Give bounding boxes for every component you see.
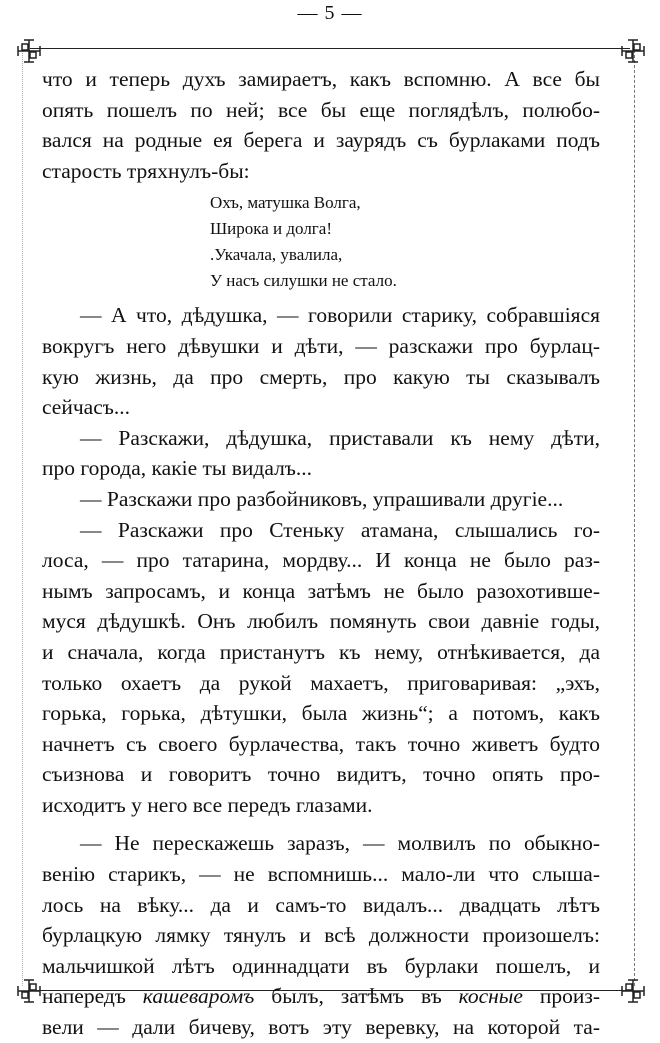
verse-line: Охъ, матушка Волга, (210, 193, 361, 213)
text-line: про города, какіе ты видалъ... (42, 456, 313, 481)
page-number: — 5 — (297, 2, 363, 24)
text-span: произ- (522, 984, 600, 1009)
corner-ornament-icon (618, 976, 648, 1006)
text-line: исходитъ у него все передъ глазами. (42, 792, 373, 817)
italic-term: косные (458, 984, 523, 1009)
text-line: мальчишкой лѣтъ одиннадцати въ бурлаки пошелъ, и (42, 953, 600, 978)
text-line: муся дѣдушкѣ. Онъ любилъ помянуть свои давніе годы, (42, 609, 600, 634)
corner-ornament-icon (14, 36, 44, 66)
verse-line: .Укачала, увалила, (210, 245, 343, 265)
text-line: опять пошелъ по ней; все бы еще поглядѣлъ, полюбо- (42, 97, 600, 122)
text-line: вели — дали бичеву, вотъ эту веревку, на которой та- (42, 1015, 600, 1040)
text-line: начнетъ съ своего бурлачества, такъ точно живетъ будто (42, 731, 600, 756)
text-line: и сначала, когда пристанутъ къ нему, отнѣкивается, да (42, 639, 600, 664)
text-line: — Не перескажешь заразъ, — молвилъ по обыкно- (80, 831, 600, 856)
frame-left-rule (22, 50, 23, 986)
page-body-text (42, 64, 600, 1043)
text-line: лоса, — про татарина, мордву... И конца не было раз- (42, 548, 600, 573)
verse-line: Широка и долга! (210, 219, 332, 239)
text-span: былъ, затѣмъ въ (254, 984, 459, 1009)
italic-term: кашеваромъ (142, 984, 255, 1009)
frame-top-rule (30, 48, 630, 49)
text-line: только охаетъ да рукой махаетъ, приговаривая: „эхъ, (42, 670, 600, 695)
verse-line: У насъ силушки не стало. (210, 271, 397, 291)
text-span: напередъ (42, 984, 143, 1009)
verse-block (42, 190, 600, 294)
text-line: вокругъ него дѣвушки и дѣти, — разскажи про бурлац- (42, 333, 600, 358)
text-line: — Разскажи, дѣдушка, приставали къ нему дѣти, (80, 425, 600, 450)
text-line: — Разскажи про Стеньку атамана, слышались го- (80, 517, 600, 542)
text-line: — А что, дѣдушка, — говорили старику, собравшіяся (80, 303, 600, 328)
text-line: горька, горька, дѣтушки, была жизнь“; а потомъ, какъ (42, 701, 600, 726)
frame-right-rule (634, 50, 635, 986)
text-line: — Разскажи про разбойниковъ, упрашивали другіе... (80, 486, 564, 511)
text-line: нымъ запросамъ, и конца затѣмъ не было разохотивше- (42, 578, 600, 603)
corner-ornament-icon (14, 976, 44, 1006)
text-line: кую жизнь, да про смерть, про какую ты сказывалъ (42, 364, 600, 389)
text-line: бурлацкую лямку тянулъ и всѣ должности произошелъ: (42, 923, 600, 948)
text-line: лось на вѣку... да и самъ-то видалъ... двадцать лѣтъ (42, 892, 600, 917)
text-line-with-italics (42, 981, 600, 1012)
text-line: сейчасъ... (42, 395, 130, 420)
text-line: что и теперь духъ замираетъ, какъ вспомню. А все бы (42, 67, 600, 91)
corner-ornament-icon (618, 36, 648, 66)
text-line: вался на родные ея берега и заурядъ съ бурлаками подъ (42, 128, 600, 153)
text-line: старость тряхнулъ-бы: (42, 158, 250, 183)
text-line: венію старикъ, — не вспомнишь... мало-ли что слыша- (42, 862, 600, 887)
text-line: съизнова и говоритъ точно видитъ, точно опять про- (42, 762, 600, 787)
